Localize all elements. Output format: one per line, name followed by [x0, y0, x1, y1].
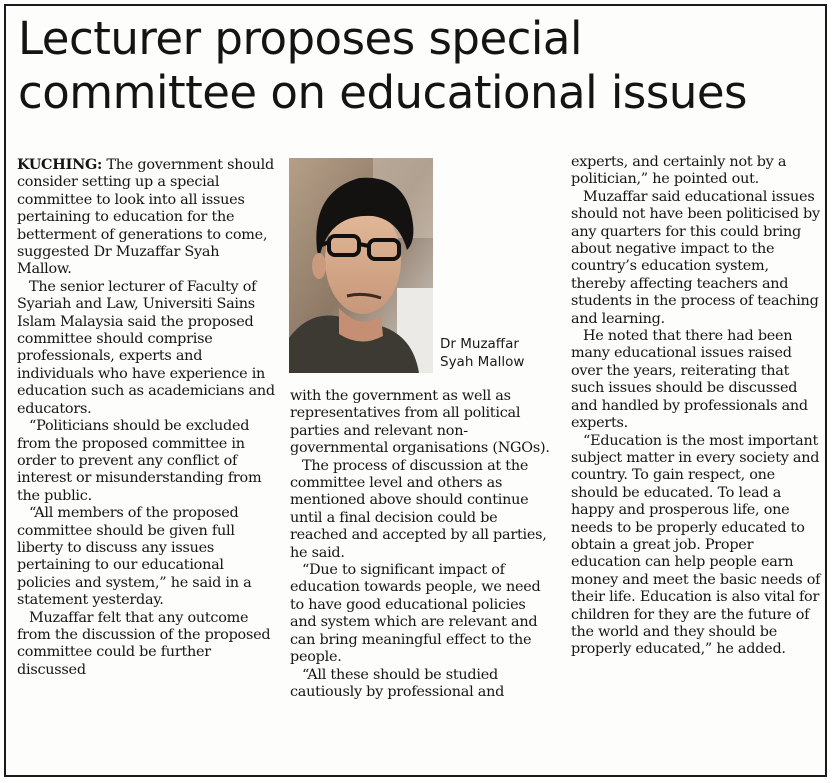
headline: Lecturer proposes special committee on educational issues: [18, 12, 747, 119]
column-3: [571, 154, 825, 659]
paragraph: The process of discussion at the committee level and others as mentioned above should continue until a final decision could be reached and accepted by all parties, he said.: [290, 457, 547, 561]
paragraph: He noted that there had been many educational issues raised over the years, reiterating that such issues should be discussed and handled by professionals and experts.: [571, 328, 808, 432]
column-2: [290, 388, 552, 701]
portrait-photo: [289, 158, 433, 373]
dateline: KUCHING:: [17, 156, 103, 173]
paragraph: “All these should be studied cautiously by professional and: [290, 666, 505, 700]
paragraph: “Education is the most important subject matter in every society and country. To gain respect, one should be educated. To lead a happy and prosperous life, one needs to be properly educated to obtain a great job. Proper education can help people earn money and meet the basic needs of their life. Education is also vital for children for they are the future of the world and they should be properly educated,” he added.: [571, 432, 821, 658]
column-1: [17, 156, 275, 679]
paragraph: The senior lecturer of Faculty of Syariah and Law, Universiti Sains Islam Malaysia said the proposed committee should comprise professionals, experts and individuals who have experience in education such as academicians and educators.: [17, 278, 275, 417]
paragraph: Muzaffar said educational issues should not have been politicised by any quarters for this could bring about negative impact to the country’s education system, thereby affecting teachers and students in the process of teaching and learning.: [571, 188, 820, 327]
paragraph: “Politicians should be excluded from the proposed committee in order to prevent any conflict of interest or misunderstanding from the public.: [17, 418, 262, 504]
paragraph: [17, 156, 275, 279]
paragraph: “Due to significant impact of education towards people, we need to have good educational policies and system which are relevant and can bring meaningful effect to the people.: [290, 562, 541, 666]
paragraph: Muzaffar felt that any outcome from the discussion of the proposed committee could be further discussed: [17, 609, 271, 678]
paragraph: with the government as well as representatives from all political parties and relevant non-governmental organisations (NGOs).: [290, 388, 550, 457]
portrait-illustration: [289, 158, 433, 373]
paragraph-text: The government should consider setting up a special committee to look into all issues pertaining to education for the betterment of generations to come, suggested Dr Muzaffar Syah Mallow.: [17, 157, 274, 278]
photo-caption: Dr Muzaffar Syah Mallow: [440, 336, 525, 370]
paragraph: “All members of the proposed committee should be given full liberty to discuss any issues pertaining to our educational policies and system,” he said in a statement yesterday.: [17, 505, 252, 609]
paragraph: experts, and certainly not by a politician,” he pointed out.: [571, 154, 787, 188]
